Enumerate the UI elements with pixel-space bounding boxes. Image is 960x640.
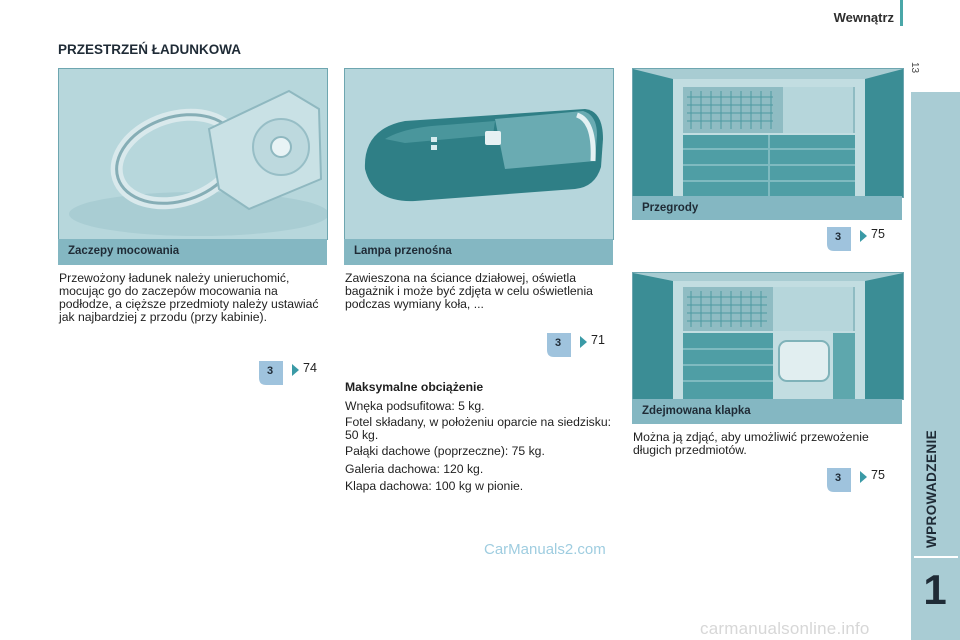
lamp-description: Zawieszona na ściance działowej, oświetla bagażnik i może być zdjęta w celu oświetlenia podczas wymiany koła, ... <box>345 271 593 311</box>
reference-badge-number: 3 <box>554 337 562 349</box>
chapter-number: 1 <box>923 566 947 613</box>
portable-lamp-illustration <box>344 68 614 240</box>
watermark-footer: carmanualsonline.info <box>700 619 870 638</box>
reference-badge-number: 3 <box>834 231 842 243</box>
page-number: 13 <box>909 62 920 74</box>
max-load-item: Galeria dachowa: 120 kg. <box>345 462 484 476</box>
reference-badge-number: 3 <box>834 472 842 484</box>
flap-page-reference[interactable] <box>826 467 906 491</box>
watermark-site: CarManuals2.com <box>484 541 606 558</box>
section-title: PRZESTRZEŃ ŁADUNKOWA <box>58 42 241 57</box>
reference-arrow-icon <box>292 364 299 376</box>
max-load-item: Fotel składany, w położeniu oparcie na siedzisku: 50 kg. <box>345 415 612 442</box>
partition-illustration <box>632 68 904 198</box>
max-load-item: Wnęka podsufitowa: 5 kg. <box>345 399 485 413</box>
anchor-ring-illustration <box>58 68 328 240</box>
reference-page-number: 71 <box>591 333 605 347</box>
caption-removable-flap: Zdejmowana klapka <box>632 399 902 424</box>
sidebar-divider <box>914 556 958 558</box>
reference-badge-number: 3 <box>266 365 274 377</box>
caption-partitions: Przegrody <box>632 196 902 220</box>
anchors-description: Przewożony ładunek należy unieruchomić, mocując go do zaczepów mocowania na podłodze, a cięższe przedmioty należy ustawiać jak najbardziej z przodu (przy kabinie). <box>59 271 319 324</box>
lamp-page-reference[interactable] <box>546 332 626 356</box>
max-load-item: Pałąki dachowe (poprzeczne): 75 kg. <box>345 444 545 458</box>
reference-page-number: 74 <box>303 361 317 375</box>
caption-anchors: Zaczepy mocowania <box>58 239 327 265</box>
sidebar-chapter-label: WPROWADZENIE <box>924 429 939 548</box>
reference-arrow-icon <box>860 230 867 242</box>
max-loads-title: Maksymalne obciążenie <box>345 380 484 394</box>
anchors-page-reference[interactable] <box>258 360 338 384</box>
header-title: Wewnątrz <box>833 10 894 25</box>
removable-flap-illustration <box>632 272 904 400</box>
reference-page-number: 75 <box>871 468 885 482</box>
max-load-item: Klapa dachowa: 100 kg w pionie. <box>345 479 524 493</box>
partitions-page-reference[interactable] <box>826 226 906 250</box>
reference-arrow-icon <box>860 471 867 483</box>
reference-arrow-icon <box>580 336 587 348</box>
flap-description: Można ją zdjąć, aby umożliwić przewożenie długich przedmiotów. <box>633 430 869 457</box>
reference-page-number: 75 <box>871 227 885 241</box>
header-rule <box>900 0 903 26</box>
caption-lamp: Lampa przenośna <box>344 239 613 265</box>
